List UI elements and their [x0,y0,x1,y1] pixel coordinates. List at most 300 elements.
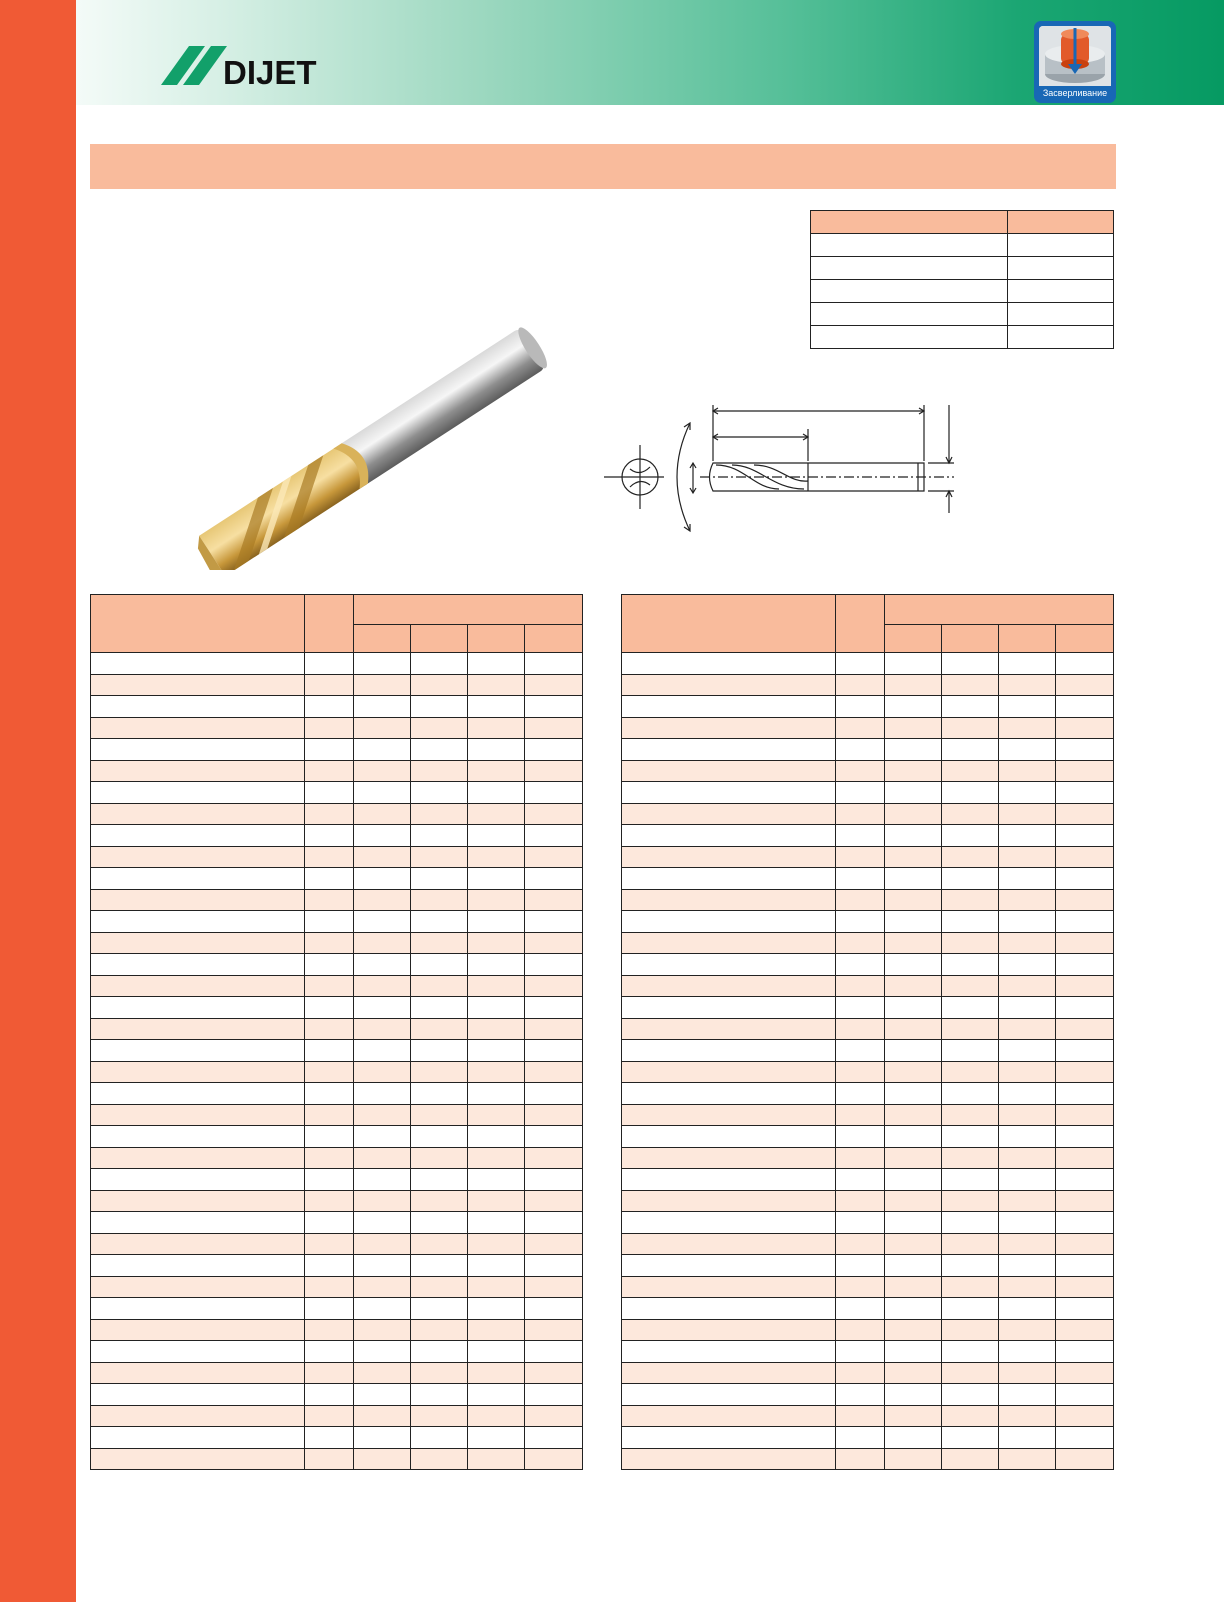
table-cell [305,1147,354,1169]
table-cell [411,868,468,890]
table-cell [411,1341,468,1363]
table-cell [91,825,305,847]
table-cell [354,739,411,761]
table-cell [305,932,354,954]
table-cell [1056,653,1114,675]
table-cell [942,1212,999,1234]
table-cell [91,911,305,933]
table-cell [999,825,1056,847]
table-cell [305,1255,354,1277]
table-cell [999,803,1056,825]
table-cell [1056,1083,1114,1105]
table-cell [354,1190,411,1212]
table-cell [1056,997,1114,1019]
table-row [622,889,1114,911]
table-row [91,1169,583,1191]
table-cell [354,717,411,739]
table-cell [999,1384,1056,1406]
table-cell [305,1040,354,1062]
table-cell [942,803,999,825]
table-cell [999,1233,1056,1255]
table-row [622,739,1114,761]
table-row [91,1040,583,1062]
table-cell [1056,932,1114,954]
table-cell [622,1233,836,1255]
table-cell [91,1427,305,1449]
table-row [622,932,1114,954]
table-cell [468,1190,525,1212]
table-cell [836,889,885,911]
table-cell [468,1319,525,1341]
table-cell [411,1190,468,1212]
table-cell [411,889,468,911]
header-subcell [1056,625,1114,653]
table-cell [411,1147,468,1169]
table-cell [1056,1190,1114,1212]
table-cell [885,803,942,825]
table-cell [885,1384,942,1406]
table-cell [999,954,1056,976]
table-cell [1056,1427,1114,1449]
table-cell [525,846,583,868]
table-cell [885,1362,942,1384]
table-cell [999,782,1056,804]
table-cell [999,868,1056,890]
table-cell [525,1362,583,1384]
header-cell-stock [305,595,354,653]
table-cell [525,1319,583,1341]
table-cell [885,1448,942,1470]
table-cell [942,1083,999,1105]
table-cell [91,717,305,739]
table-cell [885,717,942,739]
table-cell [525,760,583,782]
table-cell [622,1276,836,1298]
table-row [622,1448,1114,1470]
table-cell [468,1298,525,1320]
table-cell [91,1169,305,1191]
table-cell [468,1147,525,1169]
table-cell [836,1061,885,1083]
table-cell [999,932,1056,954]
table-cell [525,674,583,696]
table-cell [411,782,468,804]
table-cell [411,1427,468,1449]
table-cell [999,1083,1056,1105]
table-cell [836,1126,885,1148]
table-cell [411,1040,468,1062]
table-cell [91,1061,305,1083]
spec-cell [811,257,1008,280]
spec-cell [811,234,1008,257]
table-cell [942,760,999,782]
table-cell [468,1448,525,1470]
table-row [91,1427,583,1449]
table-cell [354,696,411,718]
table-cell [885,868,942,890]
table-cell [885,760,942,782]
table-cell [525,1427,583,1449]
table-cell [411,846,468,868]
table-row [622,954,1114,976]
table-cell [468,1362,525,1384]
table-cell [622,911,836,933]
table-row [91,782,583,804]
table-cell [942,1384,999,1406]
table-cell [836,760,885,782]
table-cell [411,760,468,782]
spec-cell [1008,303,1114,326]
table-cell [999,1018,1056,1040]
table-cell [354,674,411,696]
table-row [622,1040,1114,1062]
table-cell [411,739,468,761]
table-cell [1056,803,1114,825]
table-cell [91,1233,305,1255]
table-cell [354,1061,411,1083]
table-cell [525,739,583,761]
table-cell [305,653,354,675]
table-cell [885,825,942,847]
table-cell [942,1104,999,1126]
table-row [91,1298,583,1320]
table-cell [942,1405,999,1427]
table-cell [1056,1147,1114,1169]
table-row [91,1083,583,1105]
table-cell [354,846,411,868]
table-cell [999,975,1056,997]
table-cell [942,932,999,954]
table-cell [354,653,411,675]
table-cell [885,1169,942,1191]
table-cell [411,1276,468,1298]
table-cell [622,653,836,675]
table-row [622,674,1114,696]
table-cell [885,1427,942,1449]
table-cell [999,1040,1056,1062]
table-cell [411,1384,468,1406]
table-cell [305,1362,354,1384]
header-cell-name [91,595,305,653]
table-cell [91,1147,305,1169]
table-cell [354,1212,411,1234]
table-cell [885,1298,942,1320]
table-cell [836,1190,885,1212]
table-cell [885,997,942,1019]
table-cell [999,1341,1056,1363]
table-cell [836,1362,885,1384]
table-cell [91,1083,305,1105]
table-row [91,889,583,911]
table-cell [525,1276,583,1298]
table-cell [305,1083,354,1105]
table-cell [999,1212,1056,1234]
table-cell [836,696,885,718]
table-cell [885,696,942,718]
table-cell [525,1104,583,1126]
table-cell [305,1276,354,1298]
table-cell [1056,1104,1114,1126]
table-cell [1056,782,1114,804]
table-cell [942,1362,999,1384]
table-row [91,1448,583,1470]
table-cell [91,739,305,761]
table-cell [885,1190,942,1212]
table-cell [942,846,999,868]
table-cell [999,1126,1056,1148]
table-row [91,975,583,997]
table-cell [836,1083,885,1105]
table-cell [1056,739,1114,761]
table-cell [1056,760,1114,782]
header-subcell [354,625,411,653]
table-cell [91,1319,305,1341]
table-cell [836,1427,885,1449]
table-cell [305,674,354,696]
table-cell [354,803,411,825]
table-cell [622,954,836,976]
table-cell [1056,911,1114,933]
table-row [91,1319,583,1341]
table-cell [468,1212,525,1234]
table-cell [836,997,885,1019]
table-cell [1056,1319,1114,1341]
table-cell [91,1405,305,1427]
table-row [622,1255,1114,1277]
table-cell [836,717,885,739]
table-row [622,1190,1114,1212]
table-cell [622,739,836,761]
table-cell [885,932,942,954]
table-cell [468,1233,525,1255]
table-cell [354,1405,411,1427]
table-cell [885,911,942,933]
table-row [622,1405,1114,1427]
dijet-logo [161,40,361,90]
table-cell [836,674,885,696]
table-cell [91,997,305,1019]
table-cell [91,1448,305,1470]
table-row [622,1341,1114,1363]
table-cell [525,1341,583,1363]
table-cell [91,1255,305,1277]
spec-cell [1008,326,1114,349]
drill-dimension-drawing [604,405,984,545]
table-cell [468,696,525,718]
header-subcell [999,625,1056,653]
table-cell [411,997,468,1019]
table-cell [305,739,354,761]
table-cell [354,954,411,976]
table-cell [305,1298,354,1320]
table-row [91,868,583,890]
table-cell [468,1427,525,1449]
table-row [91,1212,583,1234]
table-cell [91,803,305,825]
table-cell [1056,1362,1114,1384]
table-cell [942,954,999,976]
table-cell [305,1448,354,1470]
table-cell [1056,1298,1114,1320]
header-subcell [942,625,999,653]
drilling-icon [1039,26,1111,86]
table-cell [305,1018,354,1040]
table-row [91,696,583,718]
table-cell [525,1190,583,1212]
table-row [622,1384,1114,1406]
table-cell [999,1298,1056,1320]
table-row [622,1061,1114,1083]
table-cell [942,1233,999,1255]
table-cell [999,1276,1056,1298]
table-cell [836,825,885,847]
table-cell [942,1276,999,1298]
table-cell [91,1104,305,1126]
table-cell [411,975,468,997]
table-row [91,1384,583,1406]
table-cell [305,954,354,976]
table-cell [354,1384,411,1406]
table-cell [999,911,1056,933]
table-cell [305,1104,354,1126]
table-row [622,1298,1114,1320]
table-cell [885,1061,942,1083]
table-cell [305,1190,354,1212]
table-cell [1056,1212,1114,1234]
table-cell [468,1083,525,1105]
table-cell [468,1104,525,1126]
table-cell [525,975,583,997]
table-cell [942,717,999,739]
table-row [622,760,1114,782]
table-cell [836,653,885,675]
table-row [622,1233,1114,1255]
table-row [91,1190,583,1212]
table-cell [411,1212,468,1234]
table-cell [622,717,836,739]
table-cell [1056,1061,1114,1083]
table-cell [885,1147,942,1169]
table-cell [354,975,411,997]
table-cell [91,1040,305,1062]
table-cell [622,868,836,890]
table-cell [354,1040,411,1062]
table-cell [525,911,583,933]
table-row [91,846,583,868]
table-cell [91,1018,305,1040]
table-cell [91,1212,305,1234]
table-row [622,1169,1114,1191]
table-cell [91,932,305,954]
table-cell [354,1427,411,1449]
spec-cell [1008,234,1114,257]
table-cell [885,954,942,976]
spec-table [810,210,1114,349]
table-cell [468,717,525,739]
table-cell [411,1061,468,1083]
table-row [622,696,1114,718]
table-cell [411,1298,468,1320]
table-cell [354,1126,411,1148]
table-cell [942,1169,999,1191]
table-cell [91,696,305,718]
table-cell [942,782,999,804]
spec-cell [1008,257,1114,280]
table-cell [999,997,1056,1019]
table-cell [836,1104,885,1126]
table-cell [999,846,1056,868]
table-cell [622,696,836,718]
table-cell [305,975,354,997]
table-cell [91,1276,305,1298]
table-cell [836,911,885,933]
table-cell [411,1018,468,1040]
table-cell [999,1448,1056,1470]
table-cell [999,1427,1056,1449]
table-cell [1056,696,1114,718]
table-cell [942,1448,999,1470]
table-cell [836,739,885,761]
table-row [91,1362,583,1384]
header-subcell [468,625,525,653]
table-cell [999,1061,1056,1083]
table-cell [354,889,411,911]
table-cell [1056,1126,1114,1148]
table-cell [411,1083,468,1105]
title-band [90,144,1116,189]
table-cell [836,1212,885,1234]
table-cell [468,1341,525,1363]
table-cell [622,1040,836,1062]
spec-cell [1008,280,1114,303]
data-table-right [621,594,1114,1470]
table-cell [91,846,305,868]
table-cell [91,674,305,696]
table-cell [525,868,583,890]
table-cell [885,653,942,675]
table-cell [885,1040,942,1062]
table-cell [836,803,885,825]
table-cell [1056,1341,1114,1363]
table-cell [942,696,999,718]
data-table-left [90,594,583,1470]
table-cell [885,975,942,997]
table-cell [525,1083,583,1105]
table-cell [622,782,836,804]
table-cell [885,1405,942,1427]
table-row [91,674,583,696]
table-cell [622,1018,836,1040]
table-row [91,1255,583,1277]
table-row [91,1341,583,1363]
table-cell [622,1126,836,1148]
table-cell [91,653,305,675]
table-cell [468,997,525,1019]
table-cell [942,911,999,933]
table-cell [622,1362,836,1384]
table-cell [305,803,354,825]
table-cell [942,889,999,911]
table-cell [91,1126,305,1148]
table-cell [91,1298,305,1320]
table-cell [622,1341,836,1363]
table-cell [305,696,354,718]
table-row [91,1126,583,1148]
table-cell [468,889,525,911]
table-cell [836,975,885,997]
table-row [622,1104,1114,1126]
table-cell [525,954,583,976]
